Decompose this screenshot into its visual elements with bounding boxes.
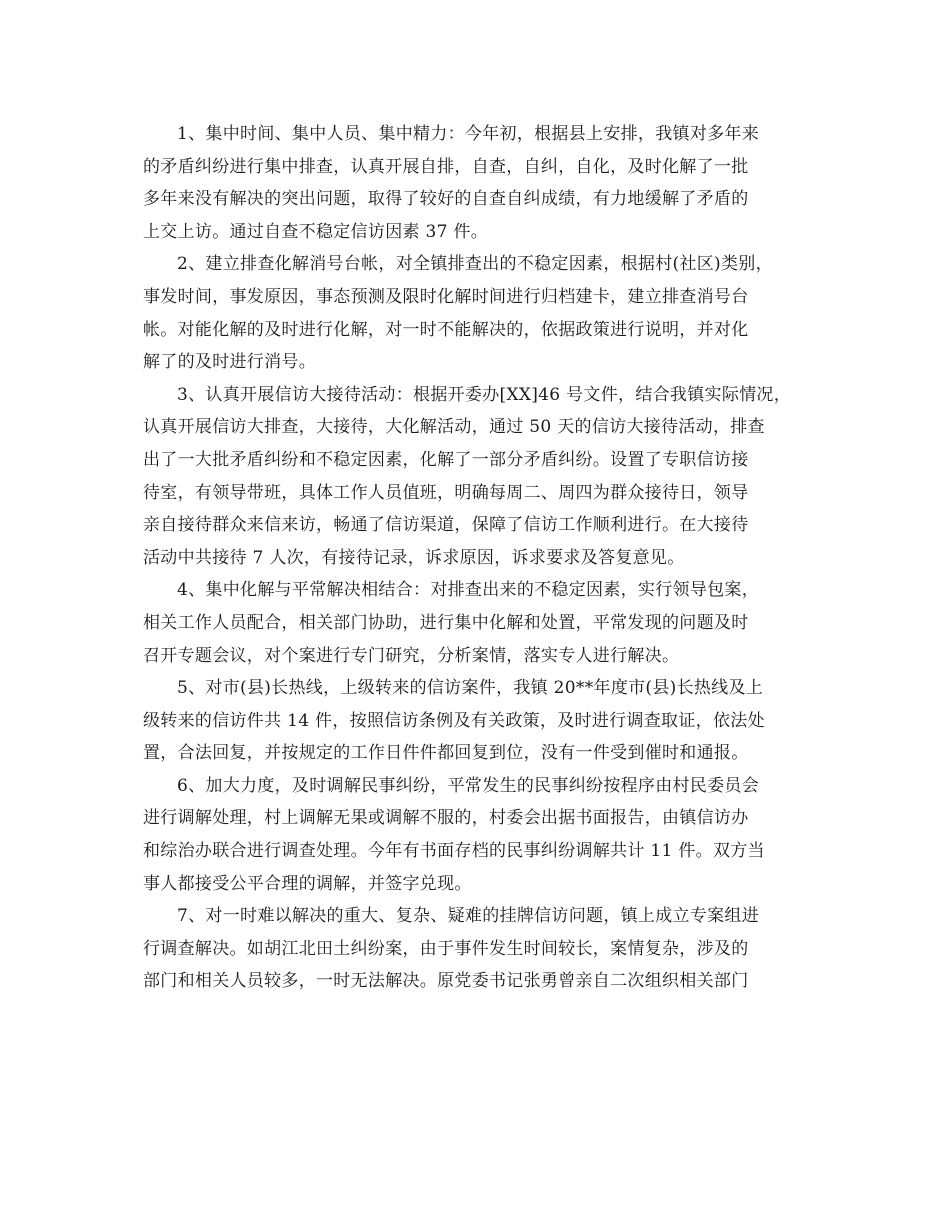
paragraph-1 (143, 118, 823, 248)
text-line: 出了一大批矛盾纠纷和不稳定因素，化解了一部分矛盾纠纷。设置了专职信访接 (143, 449, 749, 470)
text-line: 认真开展信访大排查，大接待，大化解活动，通过 50 天的信访大接待活动，排查 (143, 417, 765, 438)
text-line: 2、建立排查化解消号台帐，对全镇排查出的不稳定因素，根据村(社区)类别， (177, 254, 773, 275)
text-line: 行调查解决。如胡江北田土纠纷案，由于事件发生时间较长，案情复杂，涉及的 (143, 938, 749, 959)
paragraph-3 (143, 379, 823, 575)
text-line: 召开专题会议，对个案进行专门研究，分析案情，落实专人进行解决。 (143, 645, 680, 666)
text-line: 待室，有领导带班，具体工作人员值班，明确每周二、周四为群众接待日，领导 (143, 482, 749, 503)
text-line: 亲自接待群众来信来访，畅通了信访渠道，保障了信访工作顺利进行。在大接待 (143, 515, 749, 536)
text-line: 帐。对能化解的及时进行化解，对一时不能解决的，依据政策进行说明，并对化 (143, 319, 749, 340)
text-line: 5、对市(县)长热线，上级转来的信访案件，我镇 20**年度市(县)长热线及上 (177, 678, 764, 699)
text-line: 4、集中化解与平常解决相结合：对排查出来的不稳定因素，实行领导包案， (177, 580, 760, 601)
text-line: 1、集中时间、集中人员、集中精力：今年初，根据县上安排，我镇对多年来 (177, 124, 760, 144)
text-line: 多年来没有解决的突出问题，取得了较好的自查自纠成绩，有力地缓解了矛盾的 (143, 189, 749, 210)
text-line: 7、对一时难以解决的重大、复杂、疑难的挂牌信访问题，镇上成立专案组进 (177, 906, 760, 927)
text-line: 的矛盾纠纷进行集中排查，认真开展自排，自查，自纠，自化，及时化解了一批 (143, 156, 749, 177)
text-line: 事发时间，事发原因，事态预测及限时化解时间进行归档建卡，建立排查消号台 (143, 286, 749, 307)
text-line: 进行调解处理，村上调解无果或调解不服的，村委会出据书面报告，由镇信访办 (143, 808, 749, 829)
paragraph-4 (143, 574, 823, 672)
text-line: 3、认真开展信访大接待活动：根据开委办[XX]46 号文件，结合我镇实际情况， (177, 384, 792, 405)
text-line: 部门和相关人员较多，一时无法解决。原党委书记张勇曾亲自二次组织相关部门 (143, 971, 749, 992)
text-line: 相关工作人员配合，相关部门协助，进行集中化解和处置，平常发现的问题及时 (143, 612, 749, 633)
text-line: 活动中共接待 7 人次，有接待记录，诉求原因，诉求要求及答复意见。 (143, 547, 685, 568)
text-line: 上交上访。通过自查不稳定信访因素 37 件。 (143, 221, 489, 242)
text-line: 事人都接受公平合理的调解，并签字兑现。 (143, 873, 472, 894)
paragraph-2 (143, 248, 823, 378)
text-line: 置，合法回复，并按规定的工作日件件都回复到位，没有一件受到催时和通报。 (143, 743, 749, 764)
text-line: 和综治办联合进行调查处理。今年有书面存档的民事纠纷调解共计 11 件。双方当 (143, 841, 765, 862)
text-line: 级转来的信访件共 14 件，按照信访条例及有关政策，及时进行调查取证，依法处 (143, 710, 765, 731)
text-line: 解了的及时进行消号。 (143, 352, 316, 373)
document-body (143, 118, 823, 998)
text-line: 6、加大力度，及时调解民事纠纷，平常发生的民事纠纷按程序由村民委员会 (177, 775, 760, 796)
paragraph-6 (143, 770, 823, 900)
paragraph-7 (143, 900, 823, 998)
paragraph-5 (143, 672, 823, 770)
